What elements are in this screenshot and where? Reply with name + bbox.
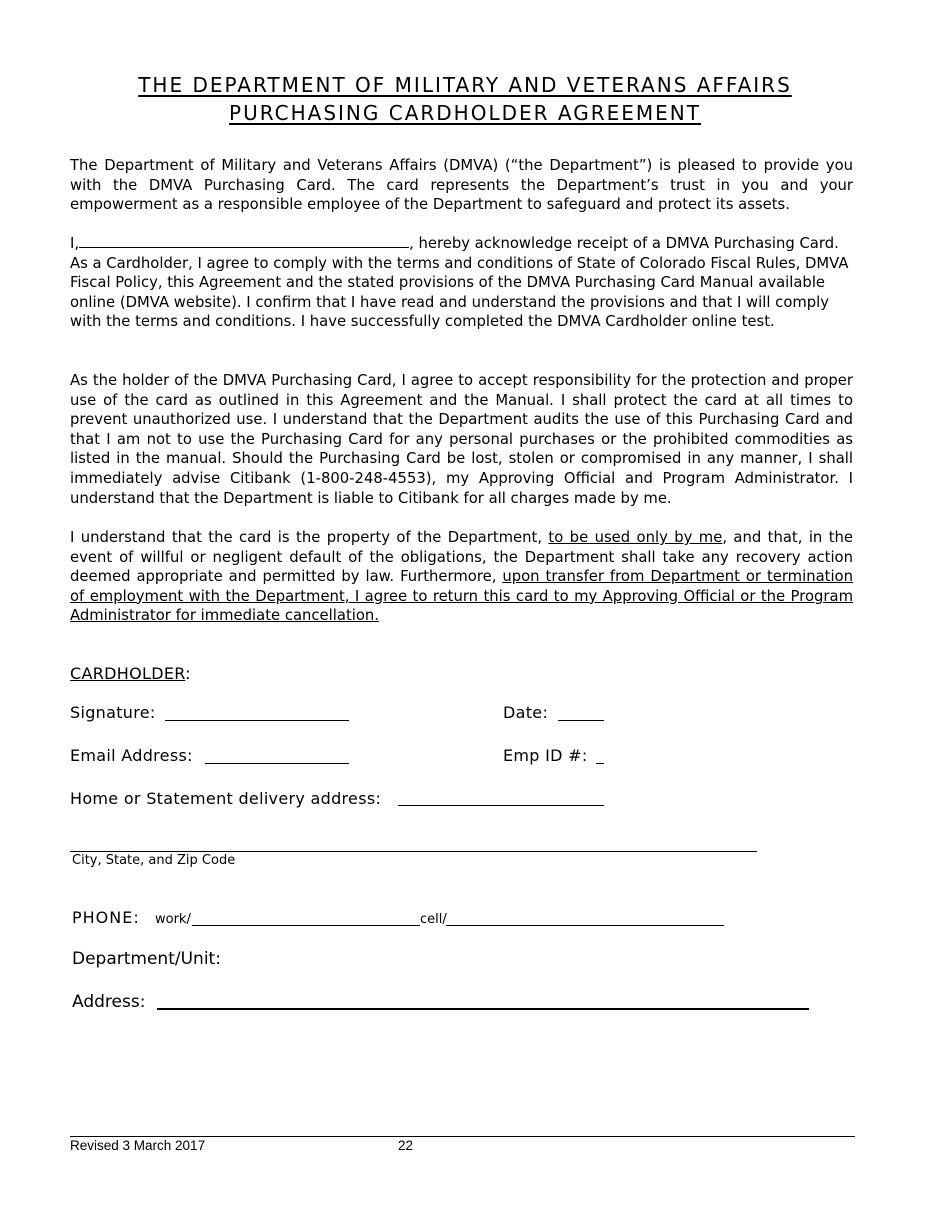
title-line-2: PURCHASING CARDHOLDER AGREEMENT: [229, 101, 701, 125]
cell-phone-label: cell/: [420, 912, 447, 927]
property-underlined-2: upon transfer from Department or termination of employment with the Department, I agree to return this card to my Approving Official or the Program Administrator for immediate cancellation.: [70, 568, 853, 625]
property-text-2: , and that, in the event of willful or negligent default of the obligations, the Department shall take any recovery action deemed appropriate and permitted by law. Furthermore,: [70, 529, 853, 586]
property-text-1: I understand that the card is the property of the Department,: [70, 529, 549, 546]
emp-id-label: Emp ID #:: [503, 746, 588, 765]
department-unit-label: Department/Unit:: [72, 949, 221, 969]
signature-field[interactable]: [165, 720, 349, 721]
city-state-zip-field[interactable]: [70, 851, 757, 852]
cardholder-name-blank[interactable]: [79, 247, 409, 248]
intro-paragraph: The Department of Military and Veterans Affairs (DMVA) (“the Department”) is pleased to provide you with the DMVA Purchasing Card. The card represents the Department’s trust in you and your empowerment as a responsible employee of the Department to safeguard and protect its assets.: [70, 157, 853, 214]
title-line-1: THE DEPARTMENT OF MILITARY AND VETERANS AFFAIRS: [138, 73, 792, 97]
home-address-field[interactable]: [398, 805, 604, 806]
cardholder-heading: CARDHOLDER: [70, 664, 186, 683]
phone-label: PHONE:: [72, 908, 140, 927]
work-phone-label: work/: [155, 912, 191, 927]
property-underlined-1: to be used only by me: [548, 529, 723, 546]
address-field[interactable]: [157, 1008, 809, 1010]
city-state-zip-caption: City, State, and Zip Code: [72, 853, 236, 868]
email-label: Email Address:: [70, 746, 193, 765]
page-number: 22: [398, 1138, 414, 1153]
work-phone-field[interactable]: [192, 925, 420, 926]
cell-phone-field[interactable]: [446, 925, 724, 926]
home-address-label: Home or Statement delivery address:: [70, 789, 382, 808]
signature-label: Signature:: [70, 703, 156, 722]
property-paragraph: [70, 528, 853, 626]
revision-date: Revised 3 March 2017: [70, 1138, 206, 1153]
acknowledgement-paragraph: [70, 234, 853, 332]
cardholder-colon: :: [185, 664, 191, 683]
date-label: Date:: [503, 703, 549, 722]
emp-id-field[interactable]: [596, 763, 604, 764]
ack-prefix: I,: [70, 235, 80, 252]
date-field[interactable]: [558, 720, 604, 721]
ack-text: , hereby acknowledge receipt of a DMVA Purchasing Card. As a Cardholder, I agree to comply with the terms and conditions of State of Colorado Fiscal Rules, DMVA Fiscal Policy, this Agreement and the stated provisions of the DMVA Purchasing Card Manual available online (DMVA website). I confirm that I have read and understand the provisions and that I will comply with the terms and conditions. I have successfully completed the DMVA Cardholder online test.: [70, 235, 849, 331]
email-field[interactable]: [205, 763, 349, 764]
cardholder-section-label: [70, 664, 191, 683]
footer-rule: [70, 1136, 855, 1137]
address-label: Address:: [72, 992, 146, 1012]
responsibility-paragraph: As the holder of the DMVA Purchasing Card, I agree to accept responsibility for the protection and proper use of the card as outlined in this Agreement and the Manual. I shall protect the card at all times to prevent unauthorized use. I understand that the Department audits the use of this Purchasing Card and that I am not to use the Purchasing Card for any personal purchases or the prohibited commodities as listed in the manual. Should the Purchasing Card be lost, stolen or compromised in any manner, I shall immediately advise Citibank (1-800-248-4553), my Approving Official and Program Administrator. I understand that the Department is liable to Citibank for all charges made by me.: [70, 372, 853, 507]
